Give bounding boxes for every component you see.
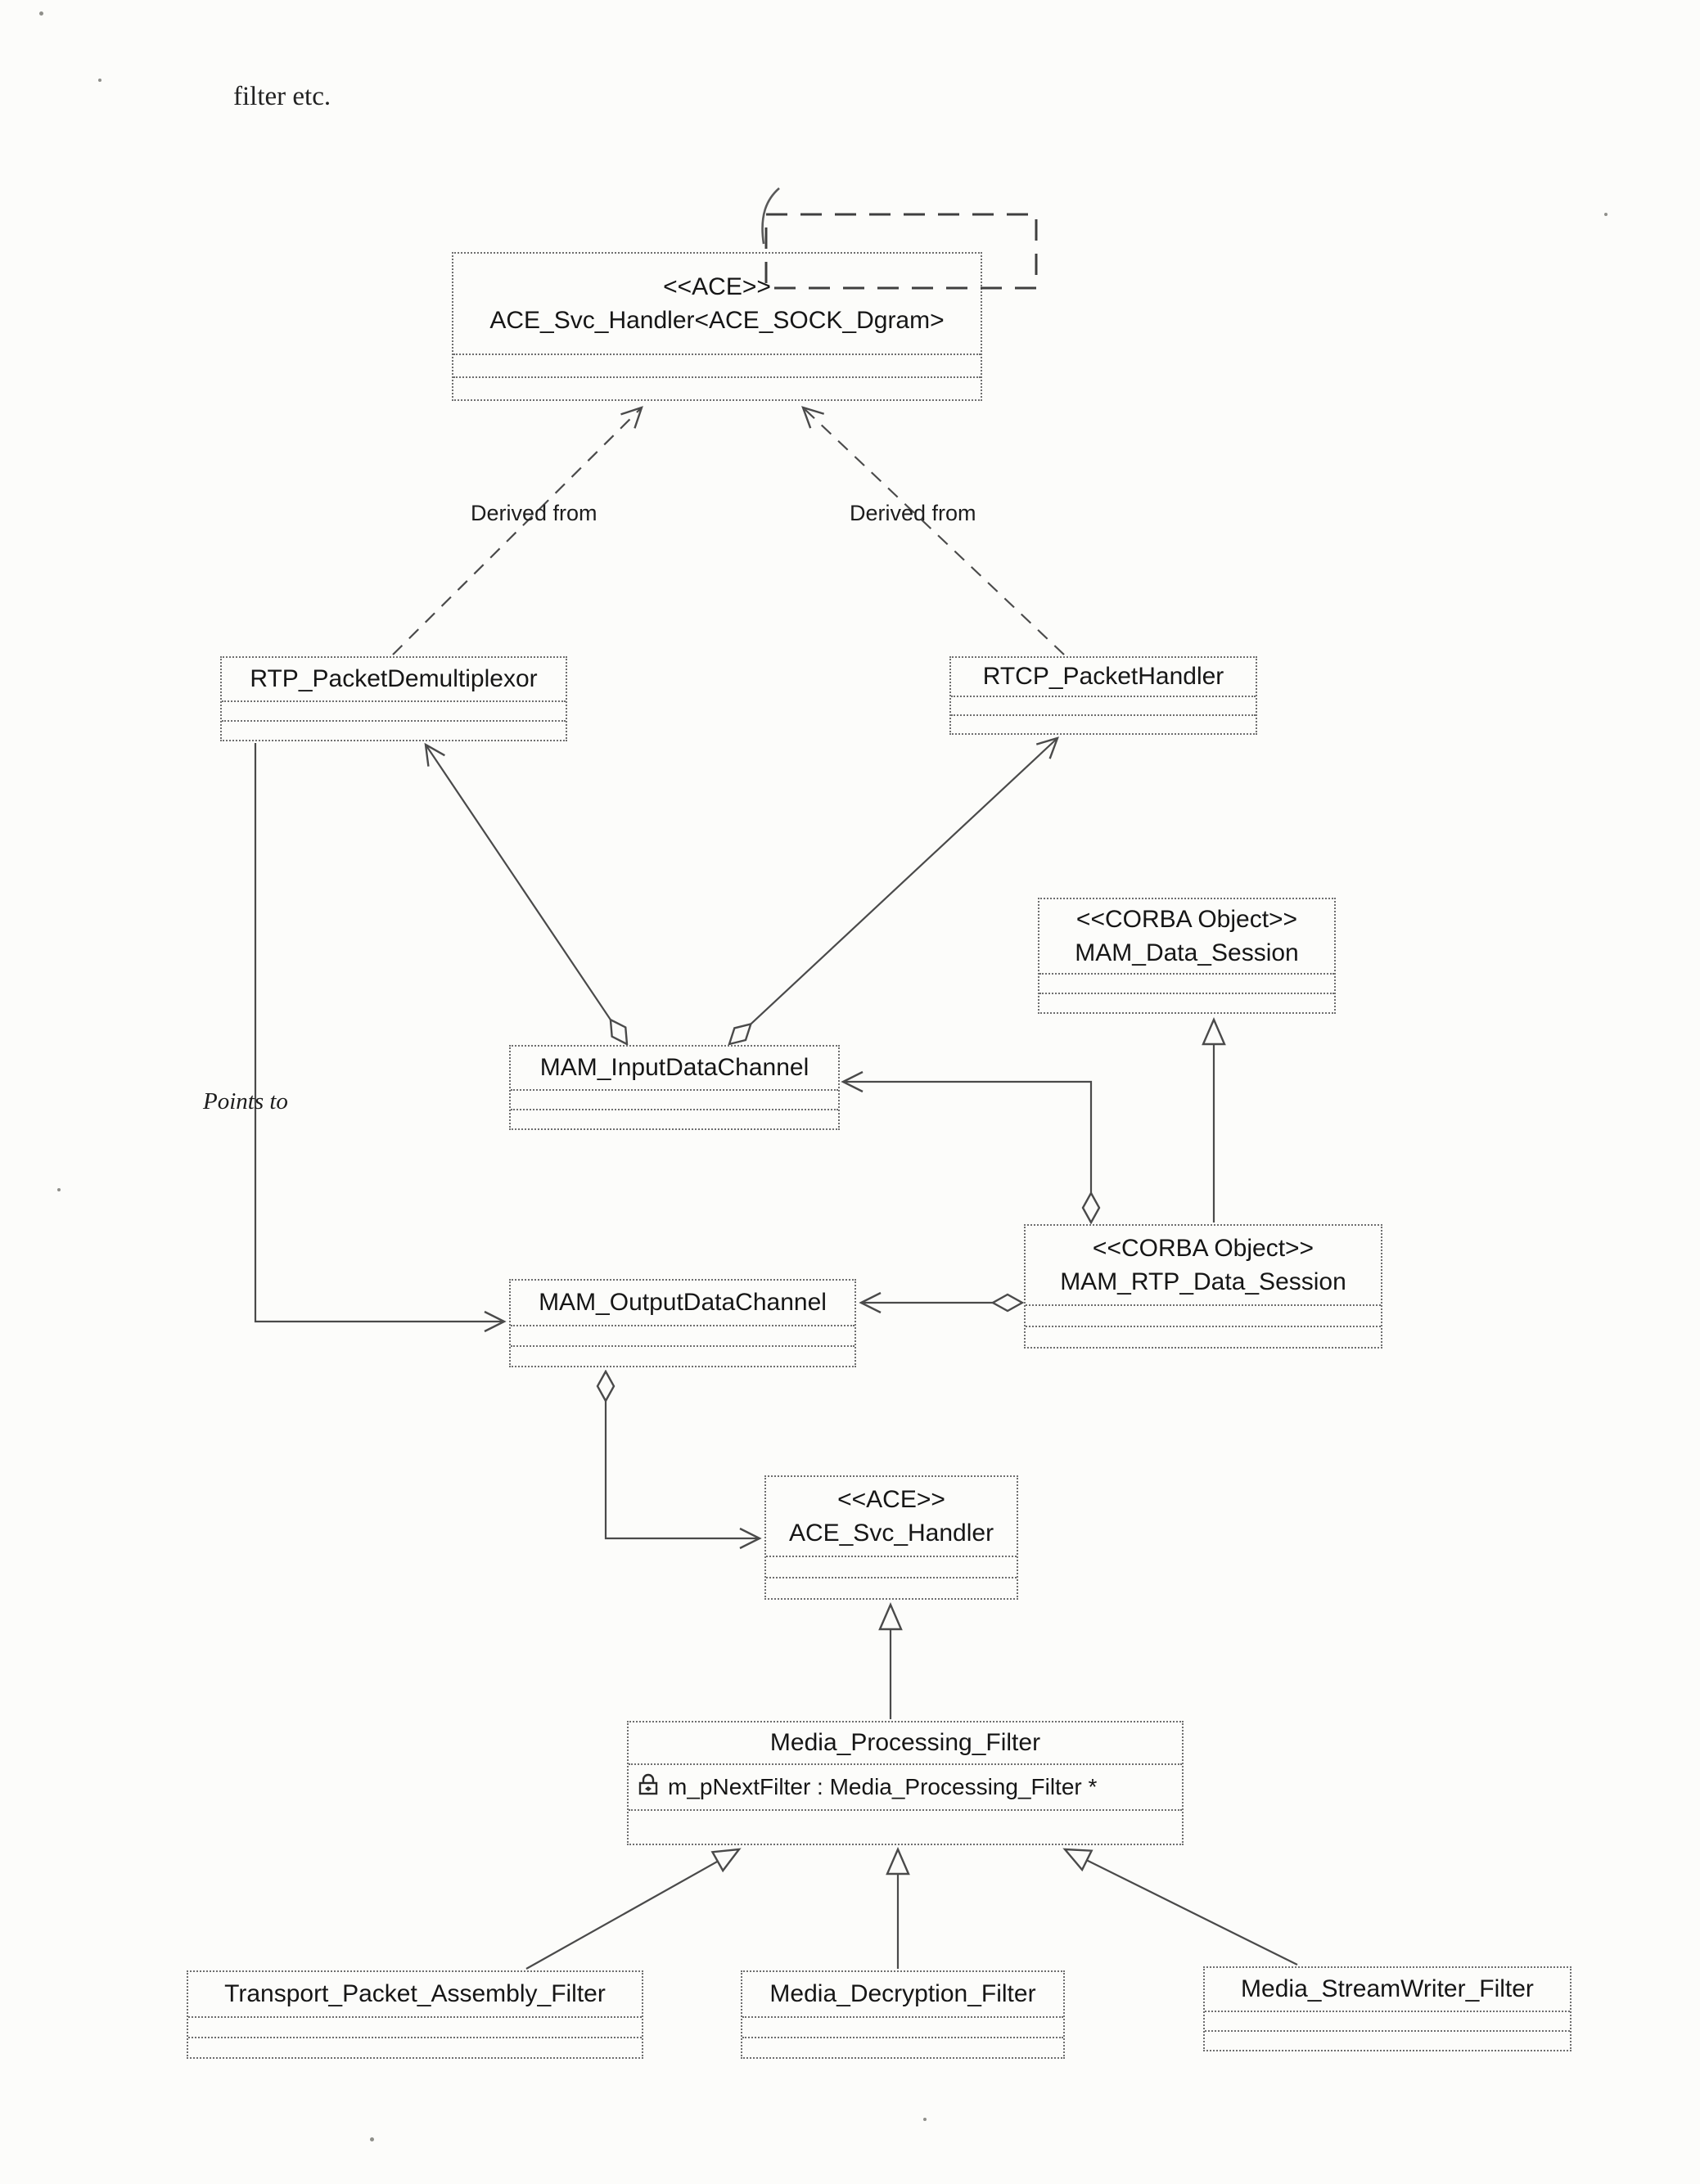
operations-compartment: [1039, 993, 1334, 1012]
class-name: Media_StreamWriter_Filter: [1241, 1975, 1534, 2002]
operations-compartment: [1026, 1326, 1381, 1347]
attributes-compartment: [629, 1763, 1182, 1809]
class-mam-input-data-channel: [509, 1045, 840, 1130]
class-title-compartment: [1205, 1968, 1570, 2011]
scan-speck: [923, 2118, 927, 2121]
association-rtp-to-outputchannel: [255, 743, 504, 1322]
attributes-compartment: [1205, 2011, 1570, 2030]
class-title-compartment: [766, 1477, 1017, 1556]
scan-speck: [98, 79, 101, 82]
operations-compartment: [453, 376, 981, 399]
attributes-compartment: [453, 353, 981, 376]
class-ace-svc-handler: [764, 1475, 1018, 1600]
attribute-visibility-icon: [637, 1772, 661, 1803]
aggregation-inputchannel-to-rtcp: [729, 738, 1057, 1044]
class-title-compartment: [951, 658, 1256, 696]
attributes-compartment: [222, 700, 566, 720]
attributes-compartment: [742, 2016, 1063, 2037]
operations-compartment: [629, 1809, 1182, 1844]
class-name: RTCP_PacketHandler: [982, 663, 1224, 690]
class-name: ACE_Svc_Handler: [788, 1519, 994, 1547]
class-transport-packet-assembly-filter: [187, 1970, 643, 2059]
attribute-text: m_pNextFilter : Media_Processing_Filter *: [668, 1774, 1098, 1799]
pen-mark: [763, 188, 779, 244]
class-title-compartment: [1026, 1226, 1381, 1304]
class-mam-output-data-channel: [509, 1279, 856, 1367]
class-name: Transport_Packet_Assembly_Filter: [224, 1980, 606, 2007]
operations-compartment: [951, 714, 1256, 733]
attributes-compartment: [188, 2016, 642, 2037]
dependency-rtp-to-ace: [393, 408, 642, 655]
class-media-streamwriter-filter: [1203, 1966, 1571, 2051]
class-rtp-packet-demultiplexor: [220, 656, 567, 741]
class-name: Media_Processing_Filter: [769, 1729, 1041, 1756]
class-stereotype: <<CORBA Object>>: [1075, 905, 1298, 933]
class-name: Media_Decryption_Filter: [769, 1980, 1036, 2007]
class-title-compartment: [511, 1281, 855, 1325]
class-title-compartment: [629, 1722, 1182, 1763]
aggregation-inputchannel-to-rtp: [426, 745, 627, 1044]
class-stereotype: <<ACE>>: [837, 1485, 945, 1513]
aggregation-rtpsession-to-inputchannel: [843, 1082, 1091, 1223]
class-ace-svc-handler-dgram: [452, 252, 982, 401]
label-derived-from-left: Derived from: [471, 501, 597, 525]
attributes-compartment: [511, 1325, 855, 1345]
class-stereotype: <<CORBA Object>>: [1092, 1234, 1314, 1262]
class-media-processing-filter: [627, 1721, 1184, 1845]
attributes-compartment: [511, 1089, 838, 1109]
class-title-compartment: [742, 1972, 1063, 2016]
class-rtcp-packet-handler: [949, 656, 1257, 735]
operations-compartment: [1205, 2030, 1570, 2050]
attributes-compartment: [766, 1556, 1017, 1577]
operations-compartment: [511, 1345, 855, 1366]
class-mam-data-session: [1038, 898, 1336, 1014]
operations-compartment: [188, 2037, 642, 2057]
attributes-compartment: [951, 696, 1256, 714]
class-stereotype: <<ACE>>: [663, 272, 771, 300]
scan-speck: [57, 1188, 61, 1191]
class-title-compartment: [1039, 899, 1334, 973]
class-media-decryption-filter: [741, 1970, 1065, 2059]
operations-compartment: [222, 720, 566, 740]
scan-speck: [39, 11, 43, 16]
page-caption: filter etc.: [233, 82, 331, 111]
class-title-compartment: [188, 1972, 642, 2016]
class-name: ACE_Svc_Handler<ACE_SOCK_Dgram>: [489, 306, 945, 334]
scan-speck: [370, 2137, 374, 2141]
label-derived-from-right: Derived from: [850, 501, 976, 525]
class-mam-rtp-data-session: [1024, 1224, 1382, 1349]
operations-compartment: [742, 2037, 1063, 2057]
operations-compartment: [511, 1109, 838, 1128]
class-name: MAM_OutputDataChannel: [539, 1289, 827, 1316]
generalization-transportfilter-to-mediafilter: [526, 1849, 739, 1969]
scan-speck: [1604, 213, 1608, 216]
class-title-compartment: [453, 254, 981, 353]
label-points-to: Points to: [203, 1088, 288, 1115]
operations-compartment: [766, 1577, 1017, 1598]
attributes-compartment: [1026, 1304, 1381, 1326]
generalization-streamwriterfilter-to-mediafilter: [1065, 1849, 1297, 1965]
aggregation-outputchannel-to-acehandler: [606, 1371, 760, 1538]
attributes-compartment: [1039, 973, 1334, 993]
class-name: MAM_InputDataChannel: [539, 1054, 809, 1081]
class-title-compartment: [222, 658, 566, 700]
class-name: RTP_PacketDemultiplexor: [250, 665, 538, 692]
dependency-rtcp-to-ace: [803, 408, 1064, 655]
class-name: MAM_Data_Session: [1075, 939, 1299, 966]
class-title-compartment: [511, 1047, 838, 1089]
class-name: MAM_RTP_Data_Session: [1060, 1268, 1346, 1295]
